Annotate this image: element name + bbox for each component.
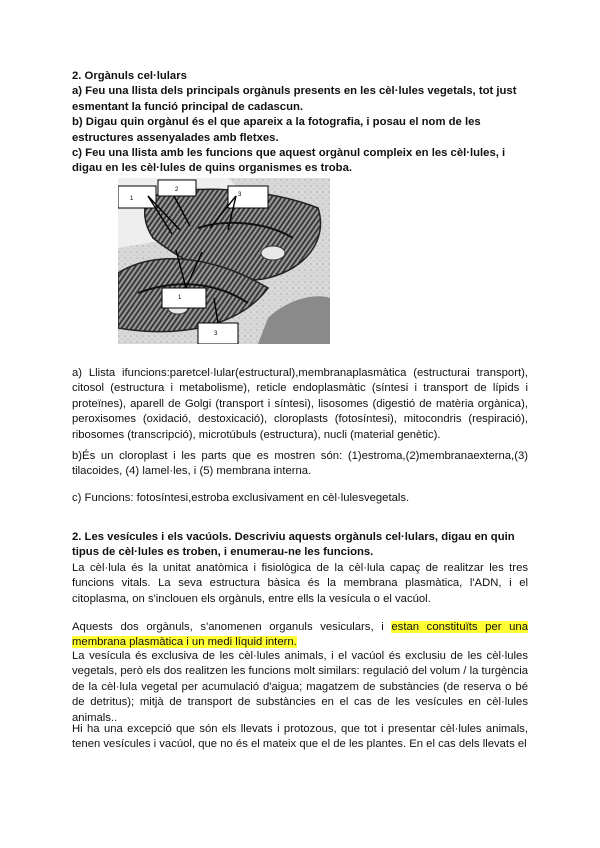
- figure-label-box-4: [162, 288, 206, 308]
- section2-paragraph-2: [72, 620, 528, 651]
- section2-paragraph-1: La cèl·lula és la unitat anatòmica i fisiològica de la cèl·lula capaç de realitzar les tres funcions vitals. La seva estructura bàsica és la membrana plasmàtica, l'ADN, i el citoplasma, on s'inclouen els orgànuls, entre ells la vesícula o el vacúol.: [72, 562, 528, 605]
- question-a: a) Feu una llista dels principals orgànuls presents en les cèl·lules vegetals, tot just esmentant la funció principal de cadascun.: [72, 85, 517, 113]
- section2-title: 2. Les vesícules i els vacúols. Descriviu aquests orgànuls cel·lulars, digau en quin tipus de cèl·lules es troben, i enumerau-ne les funcions.: [72, 531, 515, 559]
- chloroplast-micrograph: [118, 178, 330, 344]
- answer-a: a) Llista ifuncions:paretcel·lular(estructural),membranaplasmàtica (estructurai transport), citosol (estructura i metabolisme), reticle endoplasmàtic (síntesi i transport de lípids i proteïnes), aparell de Golgi (transport i síntesi), lisosomes (digestió de matèria orgànica), peroxisomes (oxidació, destoxicació), cloroplasts (fotosíntesi), mitocondris (respiració), ribosomes (transcripció), microtúbuls (estructura), nucli (material genètic).: [72, 367, 528, 441]
- question-b: b) Digau quin orgànul és el que apareix a la fotografia, i posau el nom de les estructures assenyalades amb fletxes.: [72, 116, 481, 144]
- section1-title: 2. Orgànuls cel·lulars: [72, 70, 187, 82]
- answer-b: b)És un cloroplast i les parts que es mostren són: (1)estroma,(2)membranaexterna,(3) tilacoides, (4) lamel·les, i (5) membrana interna.: [72, 450, 528, 478]
- chloroplast-micrograph-svg: [118, 178, 330, 344]
- highlighted-text: estan constituïts per una membrana plasmàtica i un medi líquid intern.: [72, 621, 528, 649]
- figure-label-2: 2: [175, 187, 179, 193]
- answer-c: c) Funcions: fotosíntesi,estroba exclusivament en cèl·lulesvegetals.: [72, 492, 410, 504]
- figure-label-4: 1: [178, 295, 182, 301]
- figure-label-5: 3: [214, 331, 218, 337]
- section2-paragraph-3: La vesícula és exclusiva de les cèl·lules animals, i el vacúol és exclusiu de les cèl·lules vegetals, però els dos realitzen les funcions molt similars: regulació del volum / la turgència de la cèl·lula vegetal per acumulació d'aigua; magatzem de substàncies (de reserva o bé de detritus); mitjà de transport de substàncies en el cas de les vesícules en cèl·lules animals..: [72, 650, 528, 724]
- paragraph-2-text: Aquests dos orgànuls, s'anomenen organuls vesiculars, i: [72, 621, 392, 633]
- figure-label-box-1: [118, 186, 156, 208]
- question-c: c) Feu una llista amb les funcions que aquest orgànul compleix en les cèl·lules, i digau en les cèl·lules de quins organismes es troba.: [72, 147, 506, 175]
- figure-label-3: 3: [238, 192, 242, 198]
- figure-label-box-5: [198, 323, 238, 344]
- figure-label-1: 1: [130, 196, 134, 202]
- section1-question-block: [72, 69, 528, 177]
- section2-paragraph-4: Hi ha una excepció que són els llevats i protozous, que tot i presentar cèl·lules animals, tenen vesícules i vacúol, que no és el mateix que el de les plantes. En el cas dels llevats el: [72, 723, 528, 751]
